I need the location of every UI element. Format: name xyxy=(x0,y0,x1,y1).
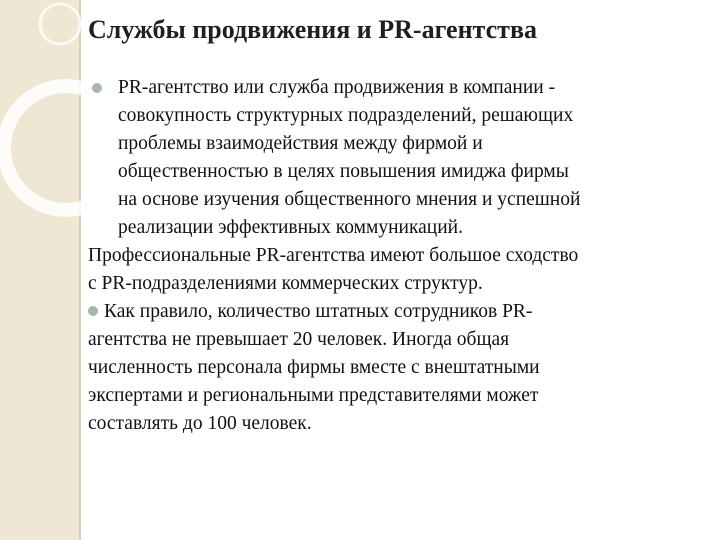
paragraph-professional-agencies xyxy=(88,242,708,298)
text-line: общественностью в целях повышения имиджа фирмы xyxy=(118,161,569,182)
text-line: составлять до 100 человек. xyxy=(88,413,312,434)
text-line: Как правило, количество штатных сотрудников PR- xyxy=(104,301,533,322)
paragraph-staff-count xyxy=(88,298,708,438)
text-line: реализации эффективных коммуникаций. xyxy=(118,217,463,238)
slide-title: Службы продвижения и PR-агентства xyxy=(88,15,537,44)
text-line: агентства не превышает 20 человек. Иногда общая xyxy=(88,329,510,350)
text-line: на основе изучения общественного мнения и успешной xyxy=(118,189,581,210)
text-line: численность персонала фирмы вместе с внештатными xyxy=(88,357,540,378)
text-line: экспертами и региональными представителями может xyxy=(88,385,539,406)
text-line: проблемы взаимодействия между фирмой и xyxy=(118,133,483,154)
paragraph-pr-definition xyxy=(88,74,708,242)
bullet-icon xyxy=(88,306,98,316)
text-line: с PR-подразделениями коммерческих структур. xyxy=(88,273,483,294)
text-line: PR-агентство или служба продвижения в компании - xyxy=(118,77,556,98)
bullet-icon xyxy=(92,83,102,93)
body-text xyxy=(88,74,708,438)
text-line: Профессиональные PR-агентства имеют большое сходство xyxy=(88,245,579,266)
text-line: совокупность структурных подразделений, решающих xyxy=(118,105,574,126)
